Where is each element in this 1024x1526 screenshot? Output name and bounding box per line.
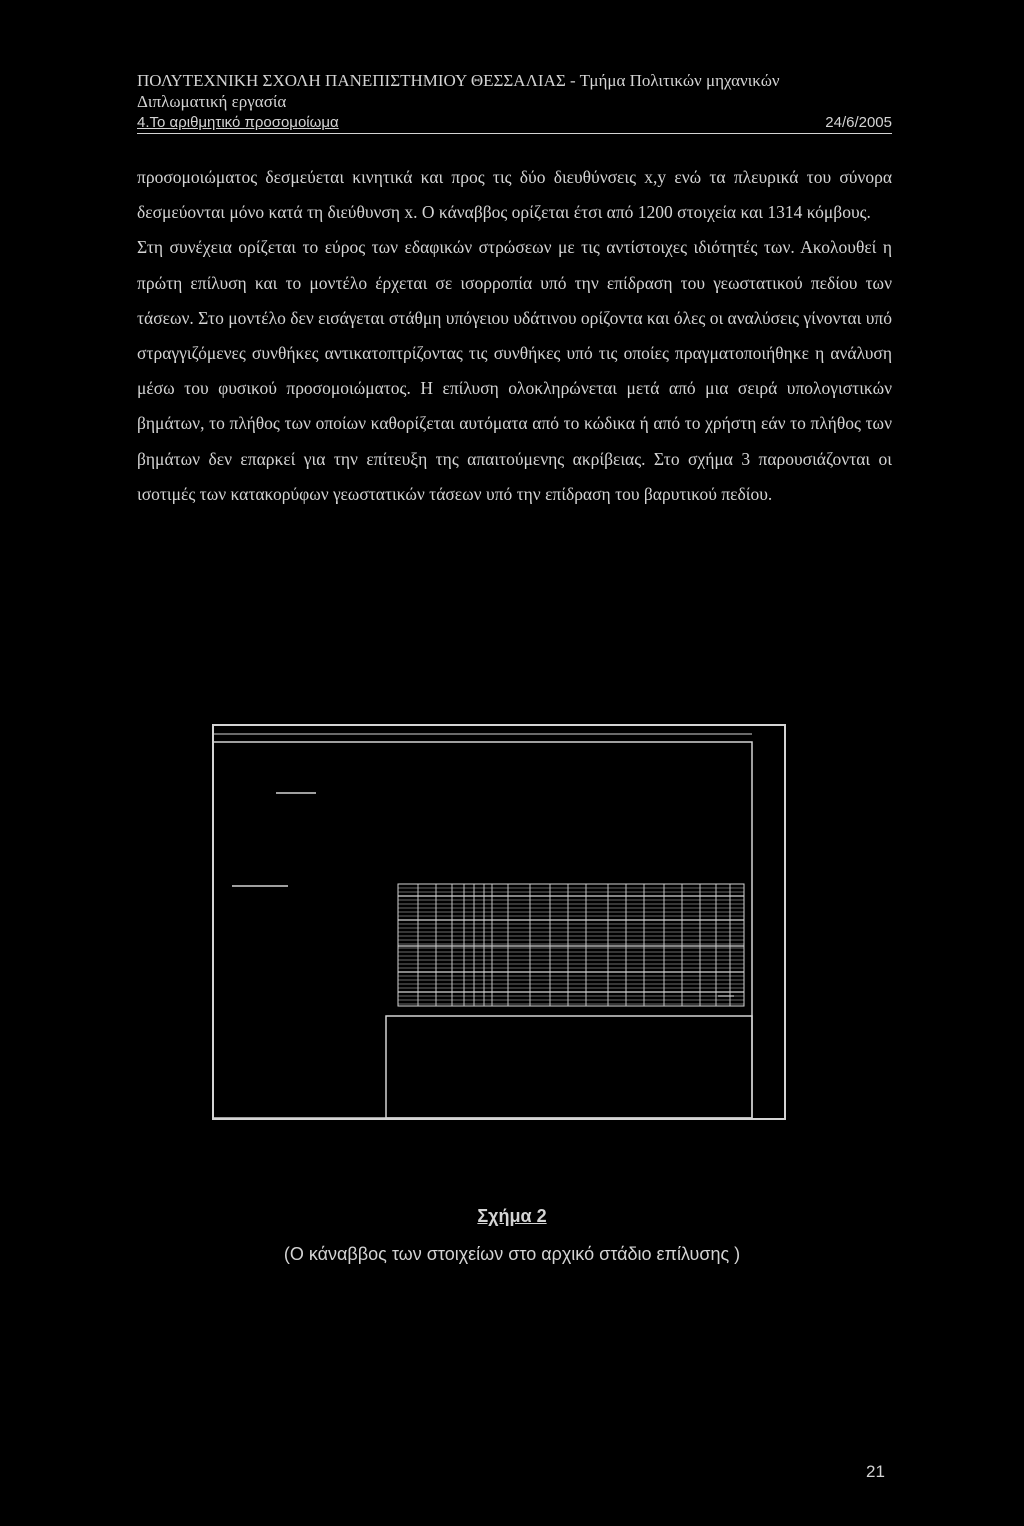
mesh-figure — [212, 724, 786, 1120]
figure-title: Σχήμα 2 — [477, 1206, 547, 1226]
header-date: 24/6/2005 — [825, 114, 892, 131]
institution-name: ΠΟΛΥΤΕΧΝΙΚΗ ΣΧΟΛΗ ΠΑΝΕΠΙΣΤΗΜΙΟΥ ΘΕΣΣΑΛΙΑΣ - Τμήμα Πολιτικών μηχανικών — [137, 71, 780, 90]
figure-caption: (Ο κάναββος των στοιχείων στο αρχικό στάδιο επίλυσης ) — [283, 1244, 741, 1264]
body-text — [137, 160, 892, 512]
paragraph: Στη συνέχεια ορίζεται το εύρος των εδαφικών στρώσεων με τις αντίστοιχες ιδιότητές των. Ακολουθεί η πρώτη επίλυση και το μοντέλο έρχεται σε ισορροπία υπό την επίδραση του γεωστατικού πεδίου των τάσεων. Στο μοντέλο δεν εισάγεται στάθμη υπόγειου υδάτινου ορίζοντα και όλες οι αναλύσεις γίνονται υπό στραγγιζόμενες συνθήκες αντικατοπτρίζοντας τις συνθήκες υπό τις οποίες πραγματοποιήθηκε η ανάλυση μέσω του φυσικού προσομοιώματος. Η επίλυση ολοκληρώνεται μετά από μια σειρά υπολογιστικών βημάτων, το πλήθος των οποίων καθορίζεται αυτόματα από το κώδικα ή από το χρήστη εάν το πλήθος των βημάτων δεν επαρκεί για την επίτευξη της απαιτούμενης ακρίβειας. Στο σχήμα 3 παρουσιάζονται οι ισοτιμές των κατακορύφων γεωστατικών τάσεων υπό την επίδραση του βαρυτικού πεδίου. — [137, 237, 892, 504]
document-type: Διπλωματική εργασία — [137, 92, 287, 111]
model-boundary — [212, 742, 752, 1118]
outer-frame — [213, 725, 785, 1119]
mesh-drawing — [212, 725, 785, 1119]
header-chapter-row — [137, 112, 892, 134]
chapter-title: 4.Το αριθμητικό προσομοίωμα — [137, 114, 339, 131]
foundation-box — [386, 1016, 752, 1118]
page-number: 21 — [866, 1462, 885, 1481]
mesh-zone — [398, 884, 744, 1006]
paragraph: προσομοιώματος δεσμεύεται κινητικά και προς τις δύο διευθύνσεις x,y ενώ τα πλευρικά του σύνορα δεσμεύονται μόνο κατά τη διεύθυνση x. Ο κάναββος ορίζεται έτσι από 1200 στοιχεία και 1314 κόμβους. — [137, 167, 892, 223]
page-header — [137, 70, 892, 134]
